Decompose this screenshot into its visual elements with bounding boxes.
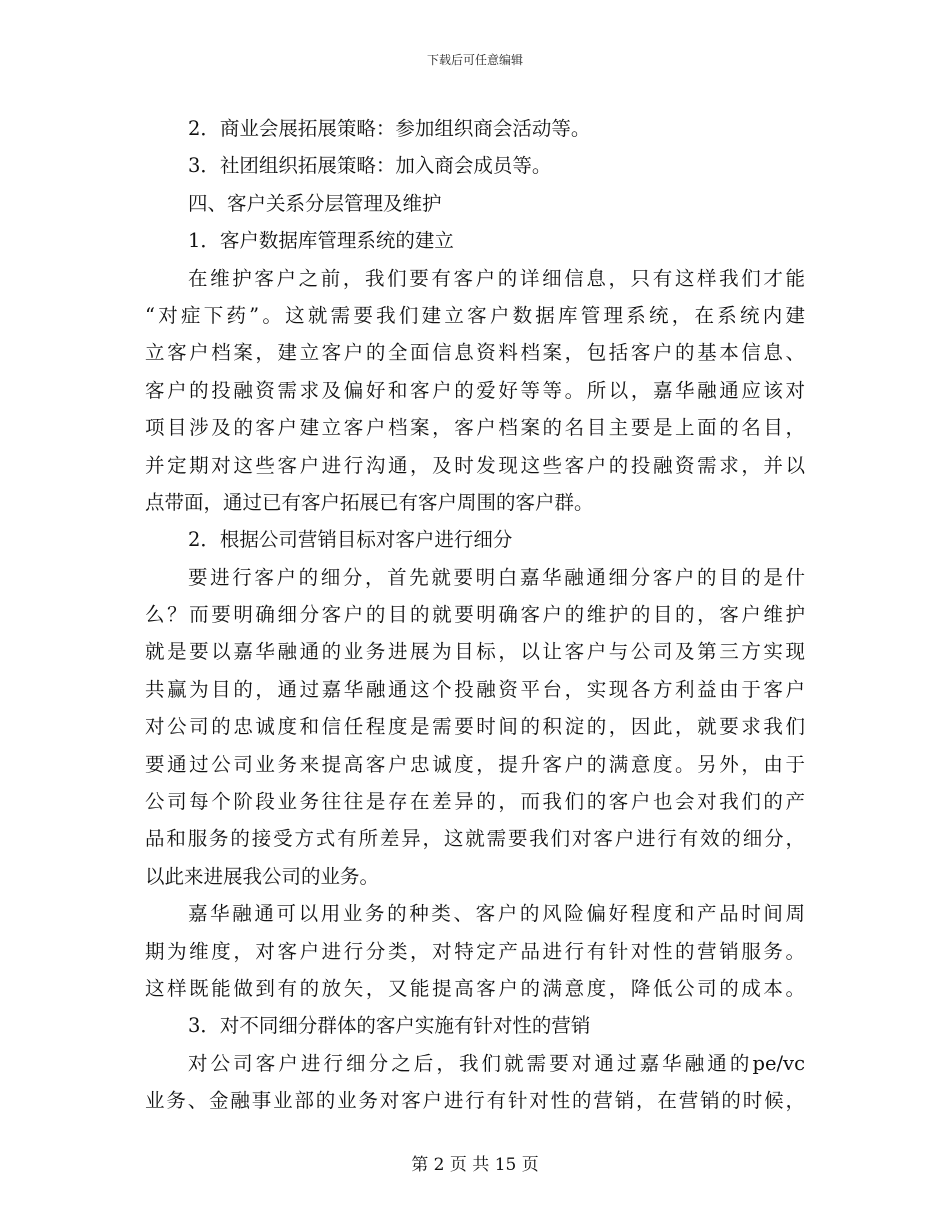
text-line: 在维护客户之前，我们要有客户的详细信息，只有这样我们才能 [188, 266, 805, 290]
page-header: 下载后可任意编辑 [426, 53, 523, 67]
text-line: 就是要以嘉华融通的业务进展为目标，以让客户与公司及第三方实现 [145, 640, 805, 664]
text-line: 客户的投融资需求及偏好和客户的爱好等等。所以，嘉华融通应该对 [145, 378, 805, 402]
page-footer: 第 2 页 共 15 页 [411, 1155, 539, 1175]
text-line: 并定期对这些客户进行沟通，及时发现这些客户的投融资需求，并以 [145, 453, 805, 477]
text-line: 期为维度，对客户进行分类，对特定产品进行有针对性的营销服务。 [145, 939, 805, 963]
text-line: 么？而要明确细分客户的目的就要明确客户的维护的目的，客户维护 [145, 603, 805, 627]
subsection-heading: 1．客户数据库管理系统的建立 [188, 229, 454, 253]
text-line: 业务、金融事业部的业务对客户进行有针对性的营销，在营销的时候， [145, 1089, 805, 1113]
text-line: “对症下药”。这就需要我们建立客户数据库管理系统，在系统内建 [145, 303, 805, 327]
text-line: 品和服务的接受方式有所差异，这就需要我们对客户进行有效的细分， [145, 827, 805, 851]
text-line: 公司每个阶段业务往往是存在差异的，而我们的客户也会对我们的产 [145, 790, 805, 814]
document-body [145, 110, 805, 1120]
text-line: 2．商业会展拓展策略：参加组织商会活动等。 [188, 117, 591, 140]
subsection-heading: 3．对不同细分群体的客户实施有针对性的营销 [188, 1014, 591, 1038]
text-line: 立客户档案，建立客户的全面信息资料档案，包括客户的基本信息、 [145, 341, 805, 365]
subsection-heading: 2．根据公司营销目标对客户进行细分 [188, 528, 513, 552]
text-line: 以此来进展我公司的业务。 [145, 864, 380, 888]
text-line: 项目涉及的客户建立客户档案，客户档案的名目主要是上面的名目， [145, 416, 805, 440]
section-heading: 四、客户关系分层管理及维护 [188, 191, 442, 215]
text-line: 要通过公司业务来提高客户忠诚度，提升客户的满意度。另外，由于 [145, 752, 805, 776]
text-line: 对公司客户进行细分之后，我们就需要对通过嘉华融通的pe/vc [188, 1051, 805, 1075]
text-line: 共赢为目的，通过嘉华融通这个投融资平台，实现各方利益由于客户 [145, 677, 805, 701]
text-line: 点带面，通过已有客户拓展已有客户周围的客户群。 [145, 490, 594, 514]
text-line: 嘉华融通可以用业务的种类、客户的风险偏好程度和产品时间周 [188, 902, 805, 926]
text-line: 对公司的忠诚度和信任程度是需要时间的积淀的，因此，就要求我们 [145, 715, 805, 739]
text-line: 要进行客户的细分，首先就要明白嘉华融通细分客户的目的是什 [188, 565, 805, 589]
text-line: 3．社团组织拓展策略：加入商会成员等。 [188, 154, 552, 178]
text-line: 这样既能做到有的放矢，又能提高客户的满意度，降低公司的成本。 [145, 976, 805, 1000]
